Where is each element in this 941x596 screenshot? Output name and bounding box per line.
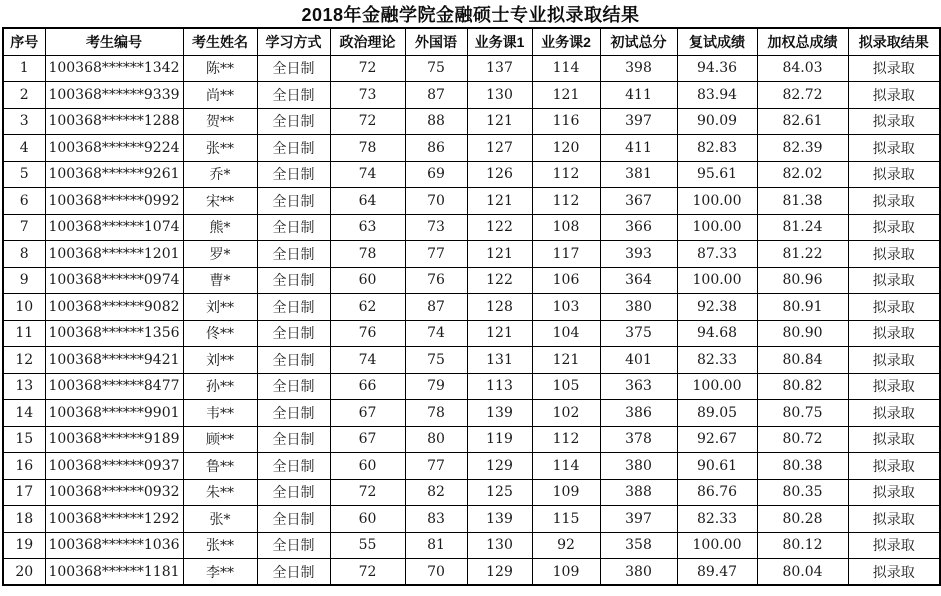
cell-retest-score: 95.61	[677, 161, 757, 188]
cell-seq: 2	[3, 82, 45, 109]
table-header	[3, 28, 940, 55]
cell-course1: 129	[467, 559, 532, 586]
cell-initial-total: 393	[600, 241, 677, 268]
cell-foreign-language: 81	[405, 532, 467, 559]
cell-admission-result: 拟录取	[848, 559, 940, 586]
cell-candidate-id: 100368******0974	[45, 267, 183, 294]
cell-seq: 15	[3, 426, 45, 453]
cell-candidate-name: 陈**	[183, 55, 257, 82]
table-row	[3, 241, 940, 268]
cell-initial-total: 381	[600, 161, 677, 188]
cell-political-theory: 74	[330, 347, 405, 374]
column-header: 拟录取结果	[848, 28, 940, 55]
cell-political-theory: 67	[330, 400, 405, 427]
cell-course1: 128	[467, 294, 532, 321]
cell-initial-total: 401	[600, 347, 677, 374]
cell-initial-total: 380	[600, 559, 677, 586]
cell-foreign-language: 83	[405, 506, 467, 533]
cell-seq: 19	[3, 532, 45, 559]
cell-political-theory: 78	[330, 135, 405, 162]
cell-foreign-language: 70	[405, 559, 467, 586]
cell-political-theory: 66	[330, 373, 405, 400]
cell-foreign-language: 86	[405, 135, 467, 162]
cell-candidate-name: 乔*	[183, 161, 257, 188]
cell-retest-score: 100.00	[677, 188, 757, 215]
cell-foreign-language: 79	[405, 373, 467, 400]
cell-study-mode: 全日制	[257, 241, 330, 268]
cell-political-theory: 72	[330, 559, 405, 586]
cell-initial-total: 397	[600, 506, 677, 533]
cell-admission-result: 拟录取	[848, 267, 940, 294]
table-row	[3, 108, 940, 135]
cell-course1: 125	[467, 479, 532, 506]
table-row	[3, 373, 940, 400]
cell-course2: 120	[532, 135, 600, 162]
cell-foreign-language: 78	[405, 400, 467, 427]
cell-candidate-id: 100368******9224	[45, 135, 183, 162]
cell-study-mode: 全日制	[257, 506, 330, 533]
cell-seq: 17	[3, 479, 45, 506]
cell-retest-score: 82.33	[677, 347, 757, 374]
cell-foreign-language: 75	[405, 55, 467, 82]
cell-course1: 139	[467, 400, 532, 427]
table-row	[3, 453, 940, 480]
cell-foreign-language: 77	[405, 453, 467, 480]
cell-course2: 117	[532, 241, 600, 268]
column-header: 业务课1	[467, 28, 532, 55]
cell-foreign-language: 70	[405, 188, 467, 215]
cell-weighted-total: 81.24	[757, 214, 848, 241]
cell-admission-result: 拟录取	[848, 55, 940, 82]
cell-candidate-name: 贺**	[183, 108, 257, 135]
cell-weighted-total: 81.38	[757, 188, 848, 215]
cell-course2: 92	[532, 532, 600, 559]
cell-retest-score: 92.38	[677, 294, 757, 321]
cell-candidate-name: 曹*	[183, 267, 257, 294]
cell-candidate-id: 100368******1036	[45, 532, 183, 559]
cell-retest-score: 100.00	[677, 532, 757, 559]
page-title: 2018年金融学院金融硕士专业拟录取结果	[301, 5, 640, 25]
cell-initial-total: 367	[600, 188, 677, 215]
cell-weighted-total: 82.61	[757, 108, 848, 135]
cell-admission-result: 拟录取	[848, 479, 940, 506]
cell-candidate-name: 顾**	[183, 426, 257, 453]
cell-weighted-total: 81.22	[757, 241, 848, 268]
column-header: 业务课2	[532, 28, 600, 55]
cell-weighted-total: 82.02	[757, 161, 848, 188]
table-row	[3, 214, 940, 241]
cell-seq: 16	[3, 453, 45, 480]
table-row	[3, 532, 940, 559]
cell-admission-result: 拟录取	[848, 400, 940, 427]
cell-candidate-id: 100368******0937	[45, 453, 183, 480]
cell-study-mode: 全日制	[257, 214, 330, 241]
cell-course1: 137	[467, 55, 532, 82]
table-row	[3, 320, 940, 347]
column-header: 初试总分	[600, 28, 677, 55]
cell-political-theory: 74	[330, 161, 405, 188]
cell-foreign-language: 76	[405, 267, 467, 294]
cell-political-theory: 60	[330, 453, 405, 480]
cell-course1: 113	[467, 373, 532, 400]
cell-weighted-total: 80.84	[757, 347, 848, 374]
cell-candidate-name: 罗*	[183, 241, 257, 268]
cell-foreign-language: 73	[405, 214, 467, 241]
cell-retest-score: 94.36	[677, 55, 757, 82]
cell-political-theory: 55	[330, 532, 405, 559]
cell-initial-total: 397	[600, 108, 677, 135]
table-row	[3, 506, 940, 533]
cell-admission-result: 拟录取	[848, 241, 940, 268]
cell-course2: 102	[532, 400, 600, 427]
cell-course1: 131	[467, 347, 532, 374]
cell-seq: 3	[3, 108, 45, 135]
cell-candidate-name: 佟**	[183, 320, 257, 347]
cell-weighted-total: 80.82	[757, 373, 848, 400]
cell-course2: 105	[532, 373, 600, 400]
cell-candidate-id: 100368******1292	[45, 506, 183, 533]
table-row	[3, 188, 940, 215]
column-header: 序号	[3, 28, 45, 55]
table-row	[3, 161, 940, 188]
cell-retest-score: 83.94	[677, 82, 757, 109]
cell-political-theory: 73	[330, 82, 405, 109]
cell-political-theory: 62	[330, 294, 405, 321]
cell-candidate-id: 100368******1342	[45, 55, 183, 82]
cell-course1: 130	[467, 532, 532, 559]
cell-foreign-language: 77	[405, 241, 467, 268]
cell-retest-score: 92.67	[677, 426, 757, 453]
cell-course1: 119	[467, 426, 532, 453]
cell-retest-score: 87.33	[677, 241, 757, 268]
results-table-body	[3, 55, 940, 585]
cell-study-mode: 全日制	[257, 108, 330, 135]
cell-initial-total: 364	[600, 267, 677, 294]
cell-initial-total: 363	[600, 373, 677, 400]
cell-candidate-name: 尚**	[183, 82, 257, 109]
cell-initial-total: 366	[600, 214, 677, 241]
cell-study-mode: 全日制	[257, 400, 330, 427]
cell-political-theory: 76	[330, 320, 405, 347]
cell-political-theory: 78	[330, 241, 405, 268]
cell-admission-result: 拟录取	[848, 373, 940, 400]
cell-initial-total: 380	[600, 294, 677, 321]
cell-political-theory: 64	[330, 188, 405, 215]
cell-study-mode: 全日制	[257, 532, 330, 559]
cell-candidate-id: 100368******1201	[45, 241, 183, 268]
cell-course2: 109	[532, 479, 600, 506]
cell-course1: 122	[467, 267, 532, 294]
cell-candidate-id: 100368******9421	[45, 347, 183, 374]
cell-study-mode: 全日制	[257, 82, 330, 109]
cell-foreign-language: 69	[405, 161, 467, 188]
table-row	[3, 479, 940, 506]
cell-study-mode: 全日制	[257, 320, 330, 347]
cell-weighted-total: 84.03	[757, 55, 848, 82]
cell-candidate-id: 100368******9261	[45, 161, 183, 188]
cell-candidate-id: 100368******9082	[45, 294, 183, 321]
cell-initial-total: 378	[600, 426, 677, 453]
cell-retest-score: 82.33	[677, 506, 757, 533]
cell-study-mode: 全日制	[257, 188, 330, 215]
cell-candidate-id: 100368******1356	[45, 320, 183, 347]
cell-admission-result: 拟录取	[848, 532, 940, 559]
cell-candidate-name: 鲁**	[183, 453, 257, 480]
cell-candidate-id: 100368******0992	[45, 188, 183, 215]
cell-weighted-total: 80.75	[757, 400, 848, 427]
cell-course2: 114	[532, 453, 600, 480]
cell-initial-total: 388	[600, 479, 677, 506]
cell-candidate-name: 韦**	[183, 400, 257, 427]
cell-candidate-name: 孙**	[183, 373, 257, 400]
cell-course2: 114	[532, 55, 600, 82]
cell-admission-result: 拟录取	[848, 347, 940, 374]
cell-admission-result: 拟录取	[848, 161, 940, 188]
cell-retest-score: 100.00	[677, 214, 757, 241]
cell-initial-total: 411	[600, 82, 677, 109]
column-header: 考生姓名	[183, 28, 257, 55]
cell-course1: 127	[467, 135, 532, 162]
cell-weighted-total: 80.38	[757, 453, 848, 480]
cell-study-mode: 全日制	[257, 453, 330, 480]
cell-admission-result: 拟录取	[848, 108, 940, 135]
cell-initial-total: 380	[600, 453, 677, 480]
cell-admission-result: 拟录取	[848, 426, 940, 453]
cell-candidate-id: 100368******1181	[45, 559, 183, 586]
cell-retest-score: 82.83	[677, 135, 757, 162]
cell-seq: 11	[3, 320, 45, 347]
cell-seq: 14	[3, 400, 45, 427]
cell-seq: 1	[3, 55, 45, 82]
table-row	[3, 82, 940, 109]
cell-weighted-total: 80.72	[757, 426, 848, 453]
cell-course2: 112	[532, 426, 600, 453]
cell-candidate-name: 李**	[183, 559, 257, 586]
cell-course1: 130	[467, 82, 532, 109]
cell-retest-score: 89.05	[677, 400, 757, 427]
cell-seq: 12	[3, 347, 45, 374]
cell-candidate-name: 宋**	[183, 188, 257, 215]
cell-course1: 122	[467, 214, 532, 241]
cell-political-theory: 60	[330, 267, 405, 294]
cell-course2: 104	[532, 320, 600, 347]
cell-candidate-name: 张**	[183, 532, 257, 559]
cell-study-mode: 全日制	[257, 426, 330, 453]
cell-candidate-name: 朱**	[183, 479, 257, 506]
cell-course1: 126	[467, 161, 532, 188]
cell-study-mode: 全日制	[257, 479, 330, 506]
cell-seq: 18	[3, 506, 45, 533]
cell-course1: 121	[467, 241, 532, 268]
cell-weighted-total: 80.12	[757, 532, 848, 559]
cell-admission-result: 拟录取	[848, 294, 940, 321]
cell-seq: 9	[3, 267, 45, 294]
cell-candidate-name: 刘**	[183, 347, 257, 374]
cell-candidate-id: 100368******9901	[45, 400, 183, 427]
column-header: 复试成绩	[677, 28, 757, 55]
cell-study-mode: 全日制	[257, 267, 330, 294]
cell-admission-result: 拟录取	[848, 320, 940, 347]
table-row	[3, 347, 940, 374]
results-table	[2, 27, 941, 586]
cell-seq: 4	[3, 135, 45, 162]
cell-course2: 115	[532, 506, 600, 533]
column-header: 政治理论	[330, 28, 405, 55]
table-row	[3, 559, 940, 586]
cell-course1: 139	[467, 506, 532, 533]
cell-political-theory: 72	[330, 479, 405, 506]
cell-study-mode: 全日制	[257, 347, 330, 374]
cell-candidate-id: 100368******1288	[45, 108, 183, 135]
cell-weighted-total: 80.91	[757, 294, 848, 321]
column-header: 考生编号	[45, 28, 183, 55]
column-header: 加权总成绩	[757, 28, 848, 55]
cell-seq: 5	[3, 161, 45, 188]
cell-retest-score: 90.09	[677, 108, 757, 135]
cell-admission-result: 拟录取	[848, 135, 940, 162]
cell-course2: 116	[532, 108, 600, 135]
cell-course2: 109	[532, 559, 600, 586]
cell-course2: 112	[532, 188, 600, 215]
cell-admission-result: 拟录取	[848, 188, 940, 215]
cell-study-mode: 全日制	[257, 135, 330, 162]
cell-initial-total: 358	[600, 532, 677, 559]
cell-weighted-total: 80.35	[757, 479, 848, 506]
cell-retest-score: 86.76	[677, 479, 757, 506]
cell-seq: 10	[3, 294, 45, 321]
cell-admission-result: 拟录取	[848, 214, 940, 241]
cell-candidate-name: 张**	[183, 135, 257, 162]
cell-retest-score: 100.00	[677, 267, 757, 294]
cell-study-mode: 全日制	[257, 373, 330, 400]
cell-political-theory: 67	[330, 426, 405, 453]
cell-course1: 129	[467, 453, 532, 480]
cell-weighted-total: 80.96	[757, 267, 848, 294]
cell-foreign-language: 87	[405, 294, 467, 321]
cell-admission-result: 拟录取	[848, 506, 940, 533]
cell-candidate-name: 张*	[183, 506, 257, 533]
cell-candidate-id: 100368******1074	[45, 214, 183, 241]
cell-study-mode: 全日制	[257, 559, 330, 586]
cell-course1: 121	[467, 108, 532, 135]
cell-weighted-total: 80.04	[757, 559, 848, 586]
cell-retest-score: 90.61	[677, 453, 757, 480]
cell-seq: 20	[3, 559, 45, 586]
cell-admission-result: 拟录取	[848, 453, 940, 480]
table-row	[3, 294, 940, 321]
table-row	[3, 55, 940, 82]
cell-initial-total: 375	[600, 320, 677, 347]
cell-course2: 121	[532, 82, 600, 109]
cell-seq: 13	[3, 373, 45, 400]
cell-course2: 121	[532, 347, 600, 374]
cell-foreign-language: 75	[405, 347, 467, 374]
cell-initial-total: 386	[600, 400, 677, 427]
table-row	[3, 426, 940, 453]
cell-initial-total: 398	[600, 55, 677, 82]
cell-candidate-id: 100368******8477	[45, 373, 183, 400]
cell-political-theory: 63	[330, 214, 405, 241]
column-header: 学习方式	[257, 28, 330, 55]
cell-foreign-language: 87	[405, 82, 467, 109]
cell-foreign-language: 74	[405, 320, 467, 347]
header-row	[3, 28, 940, 55]
cell-course2: 112	[532, 161, 600, 188]
cell-seq: 7	[3, 214, 45, 241]
cell-course2: 108	[532, 214, 600, 241]
cell-political-theory: 60	[330, 506, 405, 533]
cell-political-theory: 72	[330, 108, 405, 135]
cell-study-mode: 全日制	[257, 55, 330, 82]
cell-weighted-total: 80.28	[757, 506, 848, 533]
cell-political-theory: 72	[330, 55, 405, 82]
cell-candidate-name: 熊*	[183, 214, 257, 241]
cell-foreign-language: 80	[405, 426, 467, 453]
cell-admission-result: 拟录取	[848, 82, 940, 109]
cell-weighted-total: 82.39	[757, 135, 848, 162]
cell-foreign-language: 88	[405, 108, 467, 135]
table-row	[3, 135, 940, 162]
cell-candidate-id: 100368******0932	[45, 479, 183, 506]
cell-study-mode: 全日制	[257, 294, 330, 321]
table-row	[3, 267, 940, 294]
cell-initial-total: 411	[600, 135, 677, 162]
cell-course1: 121	[467, 320, 532, 347]
cell-course2: 103	[532, 294, 600, 321]
cell-foreign-language: 82	[405, 479, 467, 506]
cell-course2: 106	[532, 267, 600, 294]
cell-weighted-total: 80.90	[757, 320, 848, 347]
cell-course1: 121	[467, 188, 532, 215]
cell-candidate-name: 刘**	[183, 294, 257, 321]
cell-retest-score: 100.00	[677, 373, 757, 400]
cell-retest-score: 94.68	[677, 320, 757, 347]
cell-seq: 6	[3, 188, 45, 215]
column-header: 外国语	[405, 28, 467, 55]
cell-study-mode: 全日制	[257, 161, 330, 188]
cell-retest-score: 89.47	[677, 559, 757, 586]
cell-candidate-id: 100368******9189	[45, 426, 183, 453]
table-row	[3, 400, 940, 427]
cell-candidate-id: 100368******9339	[45, 82, 183, 109]
cell-seq: 8	[3, 241, 45, 268]
cell-weighted-total: 82.72	[757, 82, 848, 109]
